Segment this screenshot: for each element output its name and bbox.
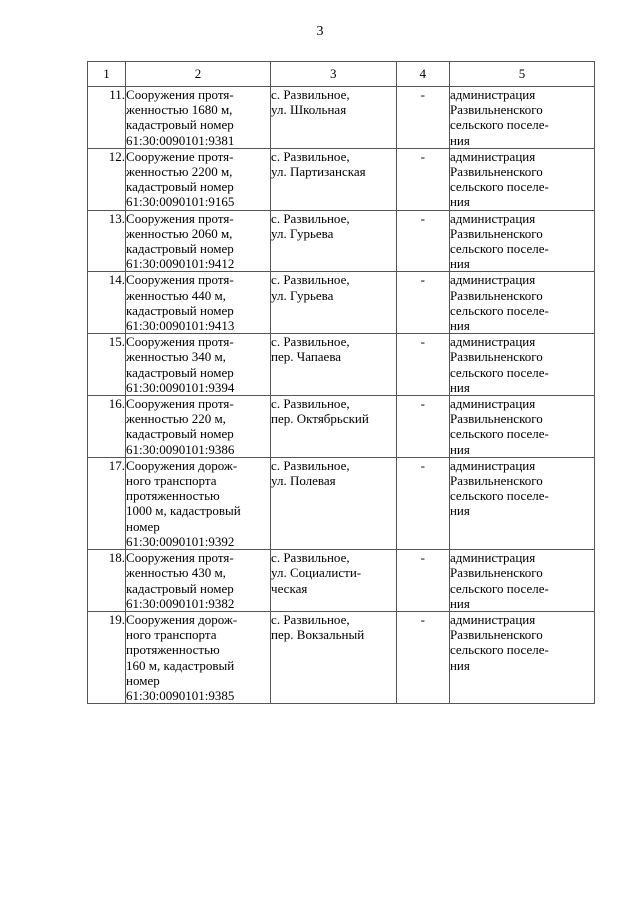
owner-line: администрация — [449, 272, 536, 288]
object-description-line: кадастровый номер — [126, 179, 234, 195]
owner-line: администрация — [449, 334, 536, 350]
object-description-line: номер — [126, 518, 160, 534]
owner-line: сельского поселе- — [449, 426, 549, 442]
owner-line: сельского поселе- — [449, 488, 549, 504]
owner-line: ния — [449, 194, 470, 210]
address-line: с. Развильное, — [271, 334, 350, 350]
object-description-line: ного транспорта — [126, 473, 217, 489]
address-line: с. Развильное, — [271, 272, 350, 288]
object-description-line: 61:30:0090101:9385 — [126, 687, 235, 703]
owner-line: ния — [449, 657, 470, 673]
owner-line: администрация — [449, 611, 536, 627]
owner-line: Развильненского — [449, 287, 543, 303]
owner-line: Развильненского — [449, 102, 543, 118]
row-number-cell: 12. — [88, 148, 126, 210]
owner-line: Развильненского — [449, 349, 543, 365]
address-line: с. Развильное, — [271, 550, 350, 566]
address-line: ул. Гурьева — [271, 287, 334, 303]
owner-line: сельского поселе- — [449, 642, 549, 658]
row-number-cell: 15. — [88, 334, 126, 396]
column-4-cell: - — [396, 611, 449, 703]
object-description-line: номер — [126, 672, 160, 688]
object-description-line: кадастровый номер — [126, 426, 234, 442]
object-description-cell — [126, 87, 271, 149]
object-description-line: 61:30:0090101:9165 — [126, 194, 235, 210]
owner-line: ния — [449, 256, 470, 272]
owner-line: сельского поселе- — [449, 179, 549, 195]
owner-line: сельского поселе- — [449, 580, 549, 596]
address-line: пер. Вокзальный — [271, 627, 365, 643]
column-4-cell: - — [396, 87, 449, 149]
object-description-line: 61:30:0090101:9412 — [126, 256, 235, 272]
page-number: 3 — [316, 24, 324, 39]
owner-line: сельского поселе- — [449, 302, 549, 318]
object-description-line: кадастровый номер — [126, 241, 234, 257]
address-line: с. Развильное, — [271, 148, 350, 164]
object-description-line: Сооружения дорож- — [126, 457, 238, 473]
object-description-cell — [126, 272, 271, 334]
owner-line: ния — [449, 441, 470, 457]
owner-cell — [449, 210, 594, 272]
object-description-line: женностью 440 м, — [126, 287, 226, 303]
table-row — [88, 148, 595, 210]
object-description-cell — [126, 457, 271, 549]
object-description-line: Сооружения протя- — [126, 210, 234, 226]
object-description-line: женностью 340 м, — [126, 349, 226, 365]
row-number-cell: 11. — [88, 87, 126, 149]
address-line: с. Развильное, — [271, 396, 350, 412]
owner-cell — [449, 550, 594, 612]
address-line: ул. Школьная — [271, 102, 347, 118]
owner-line: администрация — [449, 550, 536, 566]
object-description-line: 1000 м, кадастровый — [126, 503, 241, 519]
owner-cell — [449, 457, 594, 549]
address-cell — [271, 148, 396, 210]
object-description-line: женностью 2060 м, — [126, 225, 233, 241]
table-row — [88, 550, 595, 612]
owner-line: администрация — [449, 457, 536, 473]
owner-line: администрация — [449, 148, 536, 164]
object-description-cell — [126, 148, 271, 210]
object-description-line: Сооружения дорож- — [126, 611, 238, 627]
address-cell — [271, 396, 396, 458]
owner-line: сельского поселе- — [449, 117, 549, 133]
object-description-line: 61:30:0090101:9386 — [126, 441, 235, 457]
header-row — [88, 62, 595, 87]
address-line: с. Развильное, — [271, 611, 350, 627]
table-row — [88, 334, 595, 396]
object-description-line: протяженностью — [126, 642, 220, 658]
owner-cell — [449, 334, 594, 396]
object-description-line: кадастровый номер — [126, 117, 234, 133]
object-description-line: Сооружения протя- — [126, 334, 234, 350]
object-description-line: женностью 2200 м, — [126, 164, 233, 180]
table-row — [88, 396, 595, 458]
column-4-cell: - — [396, 148, 449, 210]
column-4-cell: - — [396, 396, 449, 458]
owner-cell — [449, 611, 594, 703]
row-number-cell: 14. — [88, 272, 126, 334]
table-row — [88, 87, 595, 149]
object-description-line: ного транспорта — [126, 627, 217, 643]
object-description-line: кадастровый номер — [126, 302, 234, 318]
table-header — [88, 62, 595, 87]
owner-line: ния — [449, 595, 470, 611]
owner-cell — [449, 396, 594, 458]
column-4-cell: - — [396, 210, 449, 272]
owner-line: ния — [449, 132, 470, 148]
column-4-cell: - — [396, 550, 449, 612]
header-col-3: 3 — [271, 62, 396, 87]
object-description-line: 160 м, кадастровый — [126, 657, 235, 673]
owner-cell — [449, 148, 594, 210]
row-number-cell: 18. — [88, 550, 126, 612]
owner-line: сельского поселе- — [449, 364, 549, 380]
row-number-cell: 19. — [88, 611, 126, 703]
row-number-cell: 13. — [88, 210, 126, 272]
address-cell — [271, 334, 396, 396]
address-line: пер. Октябрьский — [271, 411, 369, 427]
owner-line: ния — [449, 503, 470, 519]
table-row — [88, 457, 595, 549]
object-description-cell — [126, 550, 271, 612]
object-description-line: женностью 430 м, — [126, 565, 226, 581]
address-cell — [271, 611, 396, 703]
address-cell — [271, 550, 396, 612]
header-col-5: 5 — [449, 62, 594, 87]
address-line: ческая — [271, 580, 308, 596]
table-row — [88, 210, 595, 272]
object-description-cell — [126, 334, 271, 396]
object-description-cell — [126, 396, 271, 458]
object-description-cell — [126, 210, 271, 272]
address-line: ул. Гурьева — [271, 225, 334, 241]
address-line: пер. Чапаева — [271, 349, 342, 365]
table-body — [88, 87, 595, 704]
object-description-line: протяженностью — [126, 488, 220, 504]
header-col-4: 4 — [396, 62, 449, 87]
owner-line: администрация — [449, 210, 536, 226]
object-description-line: Сооружения протя- — [126, 87, 234, 102]
owner-line: администрация — [449, 87, 536, 102]
row-number-cell: 16. — [88, 396, 126, 458]
object-description-line: 61:30:0090101:9381 — [126, 132, 235, 148]
object-description-line: Сооружения протя- — [126, 396, 234, 412]
address-line: с. Развильное, — [271, 457, 350, 473]
object-description-line: кадастровый номер — [126, 580, 234, 596]
object-description-cell — [126, 611, 271, 703]
object-description-line: Сооружения протя- — [126, 272, 234, 288]
owner-cell — [449, 272, 594, 334]
owner-line: Развильненского — [449, 411, 543, 427]
address-line: с. Развильное, — [271, 210, 350, 226]
address-line: ул. Партизанская — [271, 164, 366, 180]
owner-line: Развильненского — [449, 164, 543, 180]
registry-table — [87, 61, 595, 704]
owner-line: сельского поселе- — [449, 241, 549, 257]
owner-line: ния — [449, 318, 470, 334]
table-row — [88, 611, 595, 703]
column-4-cell: - — [396, 457, 449, 549]
header-col-2: 2 — [126, 62, 271, 87]
address-cell — [271, 272, 396, 334]
address-line: с. Развильное, — [271, 87, 350, 102]
owner-line: Развильненского — [449, 627, 543, 643]
address-cell — [271, 87, 396, 149]
owner-line: Развильненского — [449, 473, 543, 489]
object-description-line: кадастровый номер — [126, 364, 234, 380]
object-description-line: женностью 1680 м, — [126, 102, 233, 118]
address-cell — [271, 210, 396, 272]
object-description-line: женностью 220 м, — [126, 411, 226, 427]
owner-line: Развильненского — [449, 565, 543, 581]
object-description-line: 61:30:0090101:9394 — [126, 379, 235, 395]
column-4-cell: - — [396, 334, 449, 396]
address-line: ул. Полевая — [271, 473, 336, 489]
row-number-cell: 17. — [88, 457, 126, 549]
address-line: ул. Социалисти- — [271, 565, 362, 581]
column-4-cell: - — [396, 272, 449, 334]
table-row — [88, 272, 595, 334]
object-description-line: Сооружения протя- — [126, 550, 234, 566]
object-description-line: 61:30:0090101:9382 — [126, 595, 235, 611]
owner-cell — [449, 87, 594, 149]
object-description-line: Сооружение протя- — [126, 148, 234, 164]
address-cell — [271, 457, 396, 549]
header-col-1: 1 — [88, 62, 126, 87]
owner-line: ния — [449, 379, 470, 395]
owner-line: Развильненского — [449, 225, 543, 241]
object-description-line: 61:30:0090101:9392 — [126, 533, 235, 549]
object-description-line: 61:30:0090101:9413 — [126, 318, 235, 334]
owner-line: администрация — [449, 396, 536, 412]
